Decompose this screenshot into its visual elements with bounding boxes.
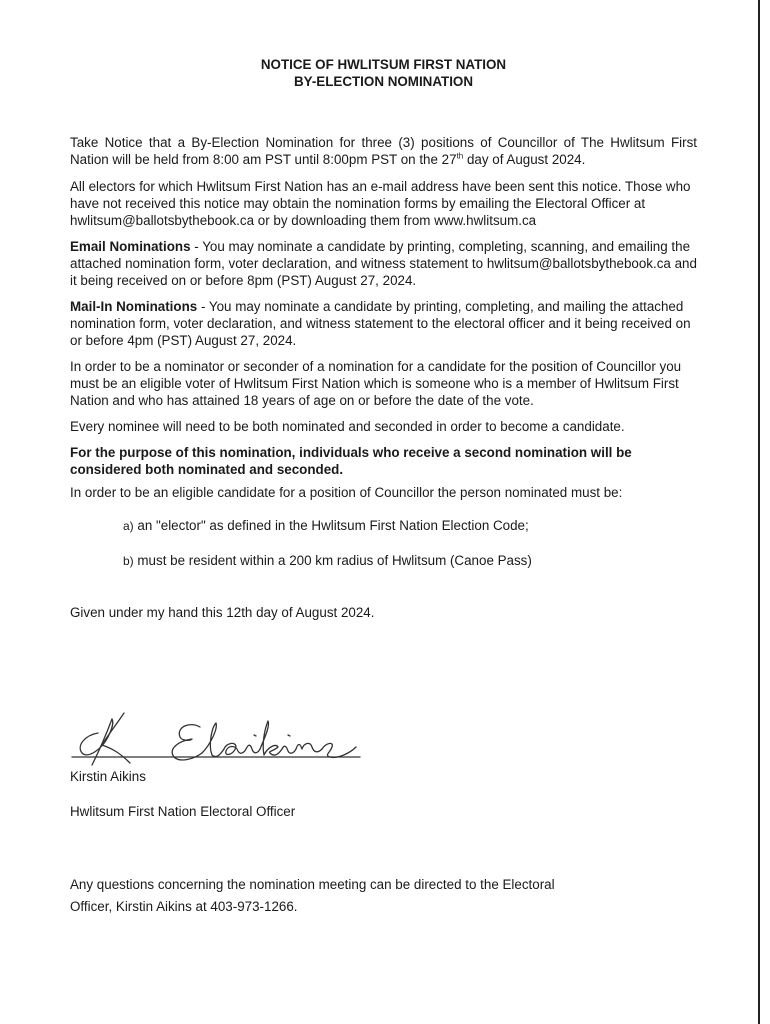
page-edge-line <box>758 0 760 1024</box>
criteria-text-b: must be resident within a 200 km radius of Hwlitsum (Canoe Pass) <box>133 553 532 568</box>
mail-nominations-text: - You may nominate a candidate by printing, completing, and mailing the attached nomination form, voter declaration, and witness statement to the electoral officer and it being received on or before 4pm (PST) August 27, 2024. <box>70 299 691 348</box>
signer-title: Hwlitsum First Nation Electoral Officer <box>70 804 296 819</box>
questions-line-1: Any questions concerning the nomination meeting can be directed to the Electoral <box>70 877 555 892</box>
eligible-paragraph: In order to be an eligible candidate for a position of Councillor the person nominated must be: <box>70 485 623 500</box>
email-nominations-text: - You may nominate a candidate by printing, completing, scanning, and emailing the attached nomination form, voter declaration, and witness statement to hwlitsum@ballotsbythebook.ca and it being received on or before 8pm (PST) August 27, 2024. <box>70 239 697 288</box>
email-nominations-paragraph <box>70 238 697 289</box>
email-nominations-heading: Email Nominations <box>70 239 191 254</box>
mail-nominations-paragraph <box>70 298 697 349</box>
intro-paragraph <box>70 134 697 168</box>
mail-nominations-heading: Mail-In Nominations <box>70 299 198 314</box>
criteria-item-b <box>70 552 697 570</box>
title-line-2: BY-ELECTION NOMINATION <box>293 74 474 89</box>
purpose-paragraph: For the purpose of this nomination, individuals who receive a second nomination will be considered both nominated and seconded. <box>70 445 632 477</box>
questions-line-2: Officer, Kirstin Aikins at 403-973-1266. <box>70 899 298 914</box>
questions-paragraph <box>70 874 670 918</box>
intro-text: Take Notice that a By-Election Nomination for three (3) positions of Councillor of The Hwlitsum First Nation will be held from 8:00 am PST until 8:00pm PST on the 27 <box>70 135 697 167</box>
notice-title <box>70 56 697 90</box>
intro-superscript: th <box>456 151 464 161</box>
criteria-letter-a: a) <box>123 519 134 533</box>
intro-text-end: day of August 2024. <box>463 152 586 167</box>
signer-name: Kirstin Aikins <box>70 769 146 784</box>
nominator-paragraph: In order to be a nominator or seconder of a nomination for a candidate for the position of Councillor you must be an eligible voter of Hwlitsum First Nation which is someone who is a member of Hwlitsum First Nation and who has attained 18 years of age on or before the date of the vote. <box>70 359 682 408</box>
title-line-1: NOTICE OF HWLITSUM FIRST NATION <box>260 57 507 72</box>
notice-document <box>70 56 697 621</box>
criteria-letter-b: b) <box>123 554 134 568</box>
signature-image <box>68 705 368 775</box>
criteria-text-a: an "elector" as defined in the Hwlitsum First Nation Election Code; <box>133 518 529 533</box>
nominee-paragraph: Every nominee will need to be both nominated and seconded in order to become a candidate. <box>70 419 625 434</box>
electors-paragraph: All electors for which Hwlitsum First Nation has an e-mail address have been sent this notice. Those who have not received this notice may obtain the nomination forms by emailing the Electoral Officer at hwlitsum@ballotsbythebook.ca or by downloading them from www.hwlitsum.ca <box>70 179 691 228</box>
given-under-hand-line: Given under my hand this 12th day of August 2024. <box>70 605 375 620</box>
criteria-item-a <box>70 517 697 535</box>
